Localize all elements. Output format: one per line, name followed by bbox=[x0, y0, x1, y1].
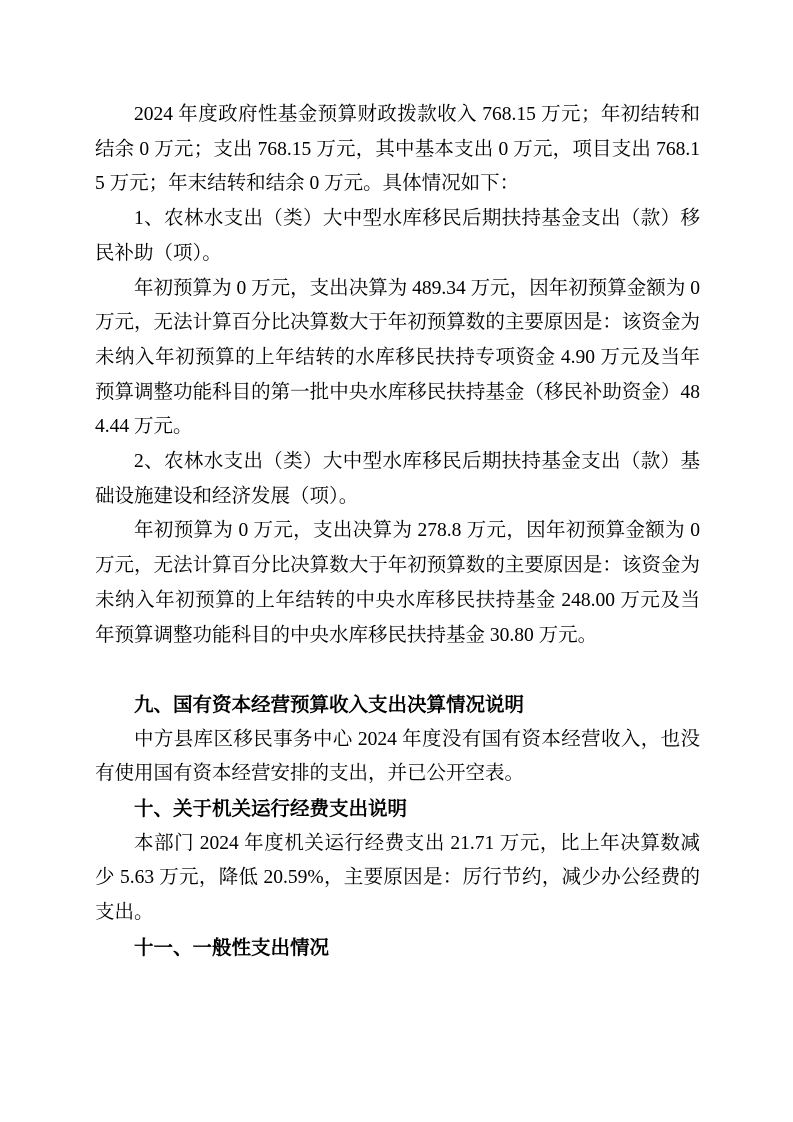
heading-section-ten: 十、关于机关运行经费支出说明 bbox=[134, 798, 408, 821]
para-item1-title: 1、农林水支出（类）大中型水库移民后期扶持基金支出（款）移民补助（项）。 bbox=[95, 208, 700, 264]
para-item2-explanation: 年初预算为 0 万元，支出决算为 278.8 万元，因年初预算金额为 0 万元，无法计算百分比决算数大于年初预算数的主要原因是：该资金为未纳入年初预算的上年结转的中央水库移民扶持基金 248.00 万元及当年预算调整功能科目的中央水库移民扶持基金 30.80 万元。 bbox=[95, 520, 700, 646]
heading-section-nine: 九、国有资本经营预算收入支出决算情况说明 bbox=[134, 693, 525, 716]
para-item1-explanation: 年初预算为 0 万元，支出决算为 489.34 万元，因年初预算金额为 0 万元，无法计算百分比决算数大于年初预算数的主要原因是：该资金为未纳入年初预算的上年结转的水库移民扶持专项资金 4.90 万元及当年预算调整功能科目的第一批中央水库移民扶持基金（移民补助资金）484.44 万元。 bbox=[95, 277, 700, 438]
para-gov-fund-overview: 2024 年度政府性基金预算财政拨款收入 768.15 万元；年初结转和结余 0 万元；支出 768.15 万元，其中基本支出 0 万元，项目支出 768.15 万元；年末结转和结余 0 万元。具体情况如下： bbox=[95, 104, 700, 195]
heading-section-eleven: 十一、一般性支出情况 bbox=[134, 936, 330, 959]
para-section-ten-body: 本部门 2024 年度机关运行经费支出 21.71 万元，比上年决算数减少 5.63 万元，降低 20.59%，主要原因是：厉行节约，减少办公经费的支出。 bbox=[95, 832, 700, 924]
para-item2-title: 2、农林水支出（类）大中型水库移民后期扶持基金支出（款）基础设施建设和经济发展（项）。 bbox=[95, 451, 700, 507]
para-section-nine-body: 中方县库区移民事务中心 2024 年度没有国有资本经营收入，也没有使用国有资本经营安排的支出，并已公开空表。 bbox=[95, 728, 700, 785]
